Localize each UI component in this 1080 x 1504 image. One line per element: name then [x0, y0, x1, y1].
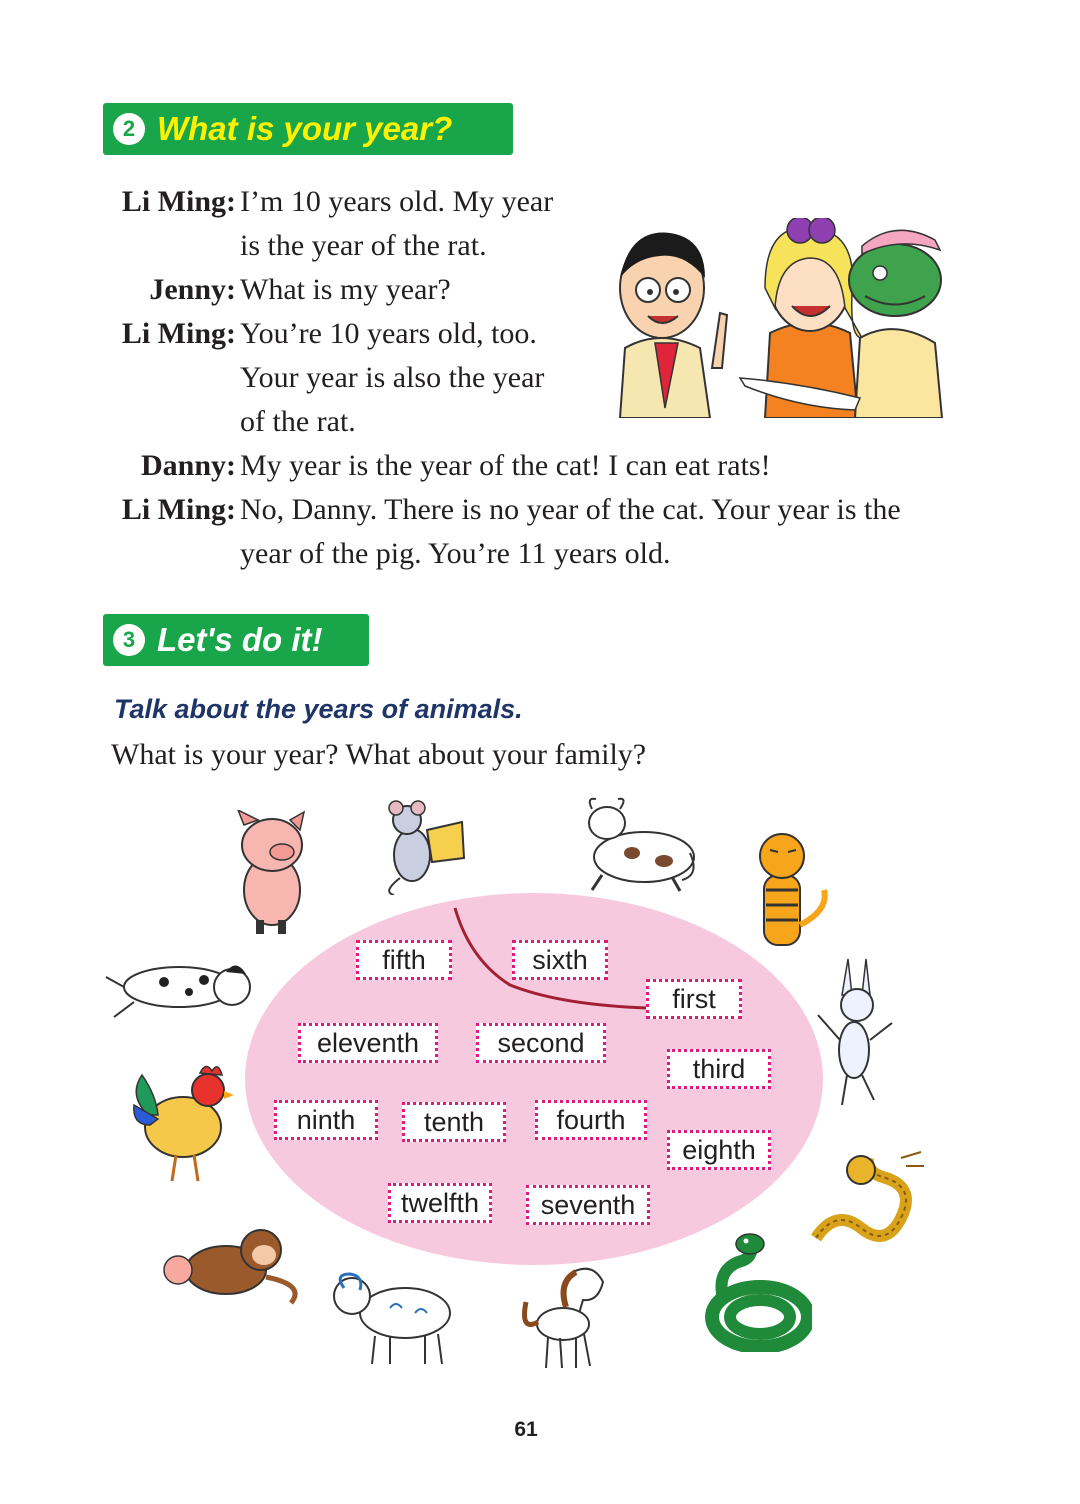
chip-fourth: fourth [535, 1100, 647, 1140]
line-text: No, Danny. There is no year of the cat. Your year is the [240, 493, 901, 526]
dragon-illustration [806, 1148, 926, 1258]
line-text: is the year of the rat. [240, 229, 487, 262]
section-3-title: Let's do it! [157, 621, 323, 658]
line-text: My year is the year of the cat! I can eat rats! [240, 449, 771, 482]
chip-eleventh: eleventh [298, 1023, 438, 1063]
speaker: Li Ming: [121, 317, 236, 350]
chip-sixth: sixth [512, 940, 608, 980]
dialogue-line [0, 444, 1000, 488]
chip-tenth: tenth [402, 1102, 506, 1142]
line-text: What is my year? [240, 273, 451, 306]
question: What is your year? What about your family? [111, 738, 647, 771]
goat-illustration [330, 1268, 455, 1368]
snake-illustration [700, 1232, 812, 1352]
speaker: Danny: [140, 449, 236, 482]
chip-twelfth: twelfth [388, 1183, 492, 1223]
section-2-title: What is your year? [157, 110, 453, 147]
section-3-banner [103, 614, 369, 666]
section-2-banner [103, 103, 513, 155]
speaker: Li Ming: [121, 493, 236, 526]
line-text: of the rat. [240, 405, 356, 438]
section-number-3: 3 [113, 624, 145, 656]
pig-illustration [230, 810, 310, 935]
chip-first: first [646, 979, 742, 1019]
page-number: 61 [514, 1418, 538, 1441]
section-number-2: 2 [113, 113, 145, 145]
speaker: Li Ming: [121, 185, 236, 218]
chip-second: second [476, 1023, 606, 1063]
li-ming-figure [620, 233, 727, 418]
dog-illustration [104, 942, 264, 1022]
line-text: year of the pig. You’re 11 years old. [240, 537, 671, 570]
tiger-illustration [744, 830, 834, 952]
dialogue-line [0, 532, 1000, 576]
line-text: You’re 10 years old, too. [240, 317, 537, 350]
horse-illustration [518, 1262, 613, 1372]
line-text: Your year is also the year [240, 361, 545, 394]
chip-eighth: eighth [667, 1130, 771, 1170]
children-illustration [600, 218, 950, 418]
chip-ninth: ninth [274, 1100, 378, 1140]
line-text: I’m 10 years old. My year [240, 185, 554, 218]
instruction: Talk about the years of animals. [114, 694, 523, 724]
chip-third: third [667, 1049, 771, 1089]
chip-seventh: seventh [526, 1185, 650, 1225]
chip-fifth: fifth [356, 940, 452, 980]
rooster-illustration [128, 1055, 236, 1185]
rabbit-illustration [812, 955, 897, 1110]
ox-illustration [572, 795, 702, 895]
dialogue-line [0, 488, 1000, 532]
speaker: Jenny: [149, 273, 236, 306]
rat-illustration [382, 800, 470, 895]
monkey-illustration [156, 1215, 301, 1310]
